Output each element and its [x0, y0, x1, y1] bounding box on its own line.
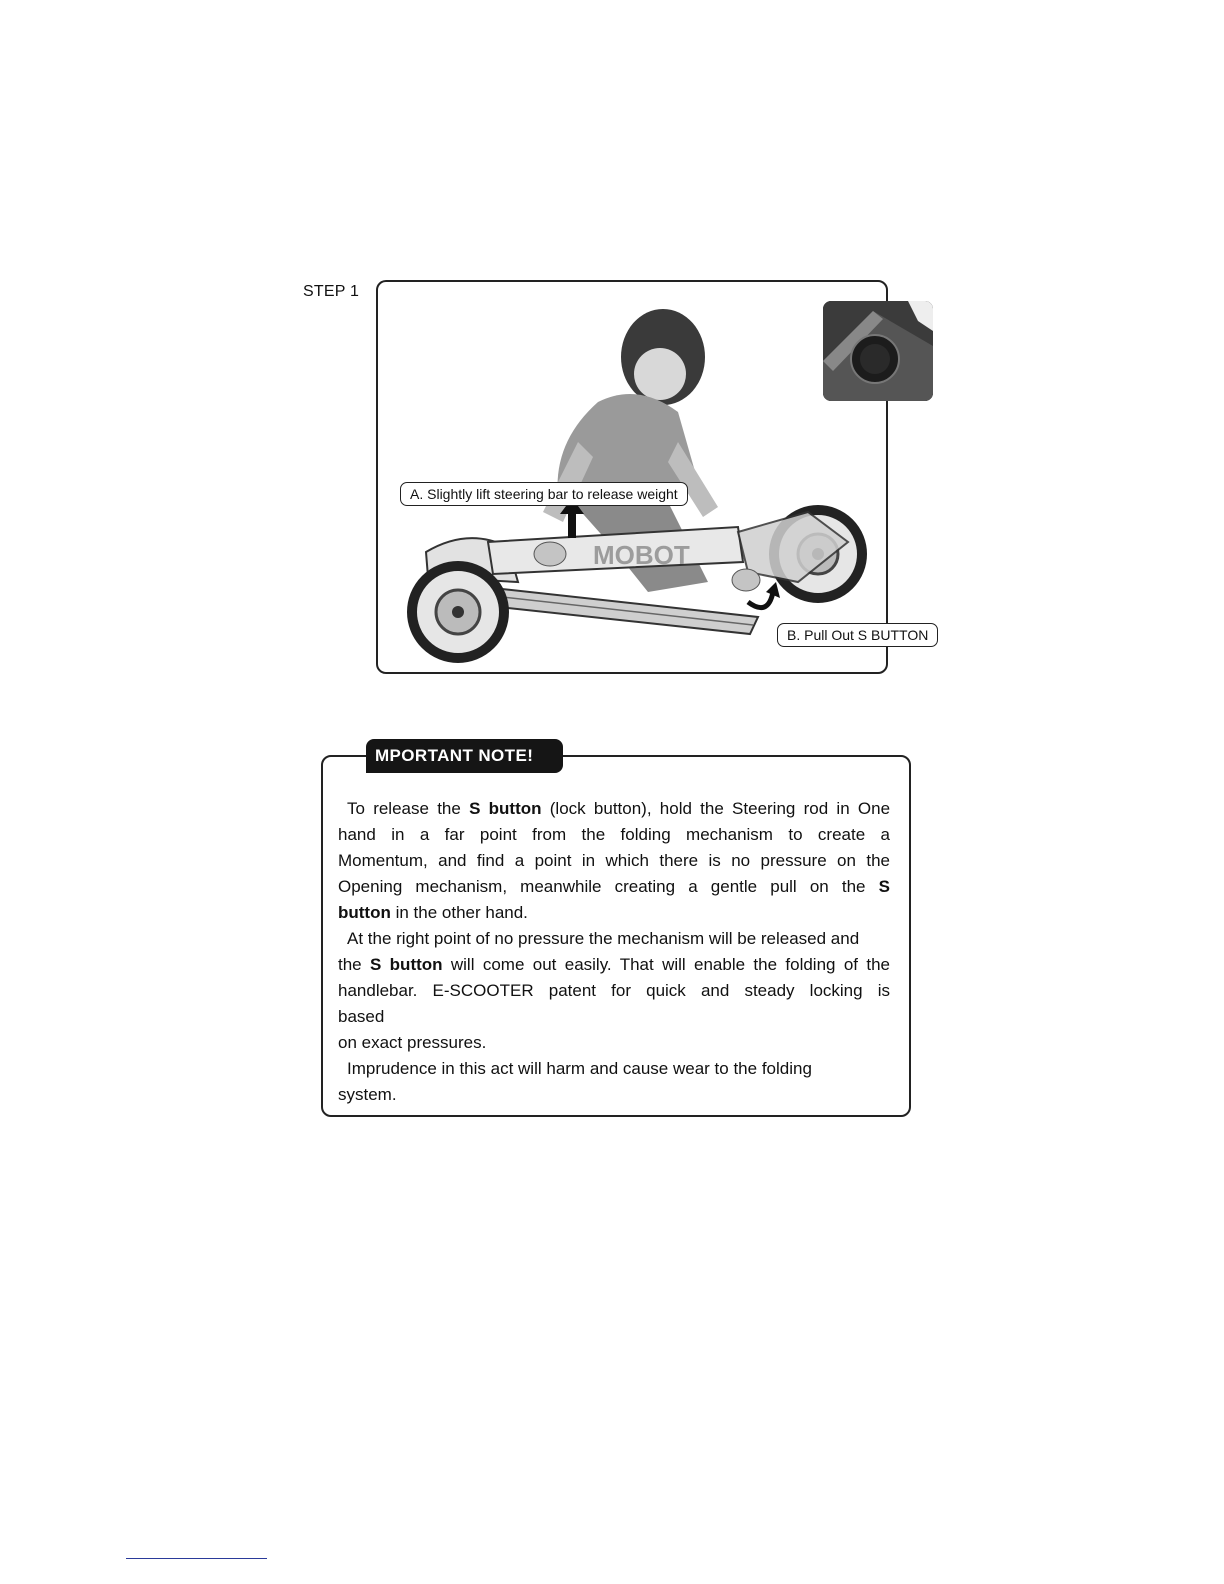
note-line: Imprudence in this act will harm and cause wear to the folding: [347, 1059, 812, 1078]
brand-mark: MOBOT: [593, 540, 690, 570]
note-text: in the other hand.: [390, 903, 528, 922]
note-line: [338, 796, 890, 822]
callout-lift-steering-bar: A. Slightly lift steering bar to release weight: [400, 482, 688, 506]
note-text: will come out easily. That will enable the folding of the: [442, 955, 890, 974]
s-button-closeup-image: [823, 301, 933, 401]
note-text: (lock button), hold the Steering rod in One: [541, 799, 891, 818]
note-text: the: [338, 955, 370, 974]
note-line: Momentum, and find a point in which there is no pressure on the: [338, 851, 890, 870]
figure-frame: [376, 280, 888, 674]
note-line: [338, 952, 890, 978]
note-line: on exact pressures.: [338, 1033, 487, 1052]
note-emphasis: button: [338, 903, 391, 922]
note-text: Opening mechanism, meanwhile creating a gentle pull on the: [338, 877, 879, 896]
note-line: [338, 900, 890, 926]
button-closeup-inset: [823, 301, 933, 401]
note-line: hand in a far point from the folding mechanism to create a: [338, 825, 890, 844]
important-note-header: MPORTANT NOTE!: [366, 739, 563, 773]
footnote-rule: [126, 1558, 267, 1559]
note-line: At the right point of no pressure the mechanism will be released and: [347, 929, 860, 948]
note-line: system.: [338, 1085, 397, 1104]
note-line: based: [338, 1007, 385, 1026]
step-label: STEP 1: [303, 283, 360, 300]
important-note-body: [338, 796, 890, 1108]
note-text: To release the: [347, 799, 470, 818]
note-line: [338, 874, 890, 900]
scooter-illustration: [378, 282, 888, 674]
note-line: handlebar. E-SCOOTER patent for quick and steady locking is: [338, 981, 890, 1000]
note-emphasis: S button: [369, 955, 443, 974]
note-emphasis: S button: [469, 799, 542, 818]
note-emphasis: S: [878, 877, 890, 896]
callout-pull-out-s-button: B. Pull Out S BUTTON: [777, 623, 938, 647]
